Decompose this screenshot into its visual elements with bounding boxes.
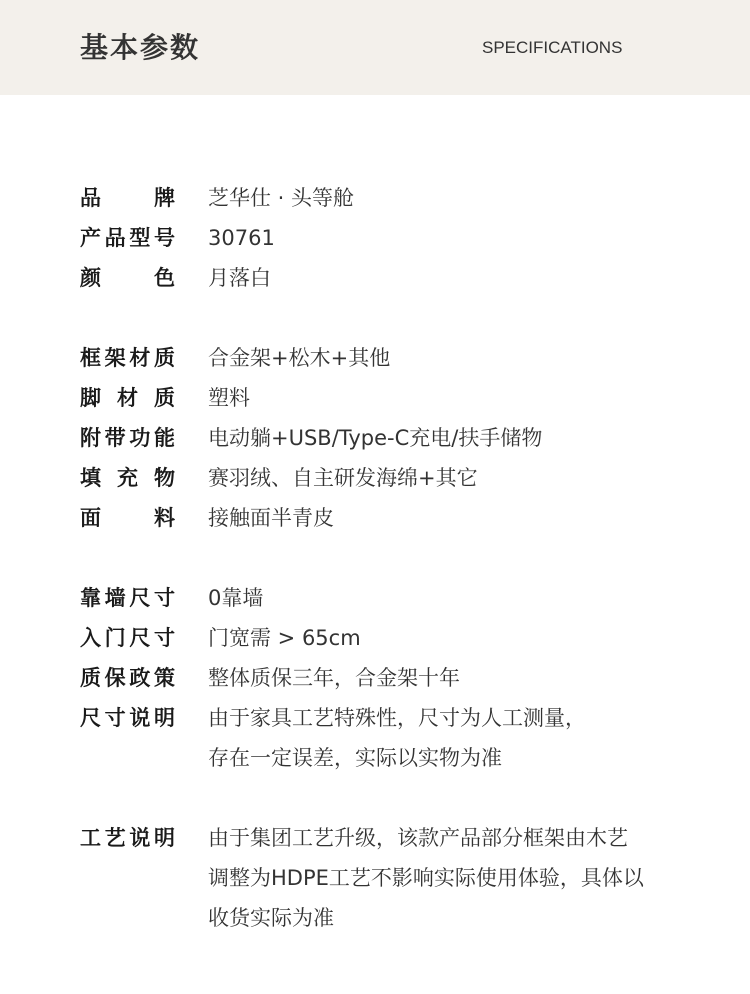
spec-label xyxy=(80,338,175,378)
spec-label-char: 寸 xyxy=(104,706,126,730)
spec-label-char: 材 xyxy=(129,346,151,370)
spec-value: 电动躺+USB/Type-C充电/扶手储物 xyxy=(208,426,543,450)
spec-label-char: 保 xyxy=(104,666,126,690)
page-subtitle: SPECIFICATIONS xyxy=(482,38,623,57)
spec-label-char: 牌 xyxy=(154,186,175,210)
spec-label-char: 面 xyxy=(80,506,101,530)
spec-value: 30761 xyxy=(208,226,275,250)
spec-label-char: 墙 xyxy=(104,586,126,610)
spec-label-char: 质 xyxy=(154,386,175,410)
spec-value-line: 收货实际为准 xyxy=(208,906,334,930)
spec-label-char: 品 xyxy=(104,226,126,250)
spec-label-char: 颜 xyxy=(80,266,101,290)
spec-label-char: 门 xyxy=(104,626,126,650)
spec-label-char: 填 xyxy=(80,466,101,490)
spec-label-char: 明 xyxy=(153,706,175,730)
spec-label-char: 说 xyxy=(129,826,151,850)
spec-label xyxy=(80,418,175,458)
spec-label-char: 材 xyxy=(117,386,138,410)
spec-label-char: 框 xyxy=(80,346,101,370)
spec-value-line: 由于集团工艺升级，该款产品部分框架由木艺 xyxy=(208,826,628,850)
spec-label xyxy=(80,378,175,418)
spec-value: 月落白 xyxy=(208,266,271,290)
spec-label xyxy=(80,218,175,258)
spec-value-line: 由于家具工艺特殊性，尺寸为人工测量， xyxy=(208,706,586,730)
spec-label-char: 靠 xyxy=(80,586,101,610)
spec-value: 塑料 xyxy=(208,386,250,410)
spec-label-char: 寸 xyxy=(153,586,175,610)
spec-label-char: 能 xyxy=(153,426,175,450)
spec-value: 门宽需 > 65cm xyxy=(208,626,361,650)
spec-label-char: 附 xyxy=(80,426,101,450)
spec-label-char: 政 xyxy=(129,666,151,690)
spec-label xyxy=(80,658,175,698)
spec-label-char: 号 xyxy=(153,226,175,250)
spec-label xyxy=(80,178,175,218)
spec-value: 合金架+松木+其他 xyxy=(208,346,391,370)
spec-label xyxy=(80,258,175,298)
spec-value-line: 存在一定误差，实际以实物为准 xyxy=(208,746,502,770)
spec-label-char: 架 xyxy=(104,346,126,370)
spec-label-char: 品 xyxy=(80,186,101,210)
spec-label-char: 工 xyxy=(80,826,101,850)
page-title: 基本参数 xyxy=(80,31,201,64)
spec-value-line: 调整为HDPE工艺不影响实际使用体验，具体以 xyxy=(208,866,644,890)
spec-label xyxy=(80,458,175,498)
spec-label-char: 艺 xyxy=(104,826,126,850)
spec-label-char: 寸 xyxy=(153,626,175,650)
spec-label-char: 产 xyxy=(80,226,101,250)
spec-label-char: 质 xyxy=(153,346,175,370)
spec-value xyxy=(208,818,718,938)
spec-label xyxy=(80,698,175,738)
spec-label-char: 尺 xyxy=(129,586,151,610)
spec-label-char: 充 xyxy=(117,466,138,490)
spec-label-char: 型 xyxy=(129,226,151,250)
spec-label-char: 尺 xyxy=(80,706,101,730)
spec-label xyxy=(80,618,175,658)
spec-label-char: 脚 xyxy=(80,386,101,410)
spec-label-char: 功 xyxy=(129,426,151,450)
spec-label-char: 带 xyxy=(104,426,126,450)
spec-label xyxy=(80,498,175,538)
spec-value: 0靠墙 xyxy=(208,586,264,610)
spec-label-char: 说 xyxy=(129,706,151,730)
spec-label-char: 料 xyxy=(154,506,175,530)
spec-label xyxy=(80,818,175,858)
spec-label-char: 质 xyxy=(80,666,101,690)
spec-label-char: 明 xyxy=(153,826,175,850)
spec-label-char: 尺 xyxy=(129,626,151,650)
spec-label-char: 策 xyxy=(153,666,175,690)
spec-value: 芝华仕 · 头等舱 xyxy=(208,186,355,210)
spec-value: 赛羽绒、自主研发海绵+其它 xyxy=(208,466,478,490)
spec-value: 整体质保三年，合金架十年 xyxy=(208,666,460,690)
spec-value xyxy=(208,698,718,778)
spec-label-char: 色 xyxy=(154,266,175,290)
header xyxy=(0,0,750,95)
spec-label-char: 入 xyxy=(80,626,101,650)
spec-label-char: 物 xyxy=(154,466,175,490)
spec-value: 接触面半青皮 xyxy=(208,506,334,530)
spec-label xyxy=(80,578,175,618)
